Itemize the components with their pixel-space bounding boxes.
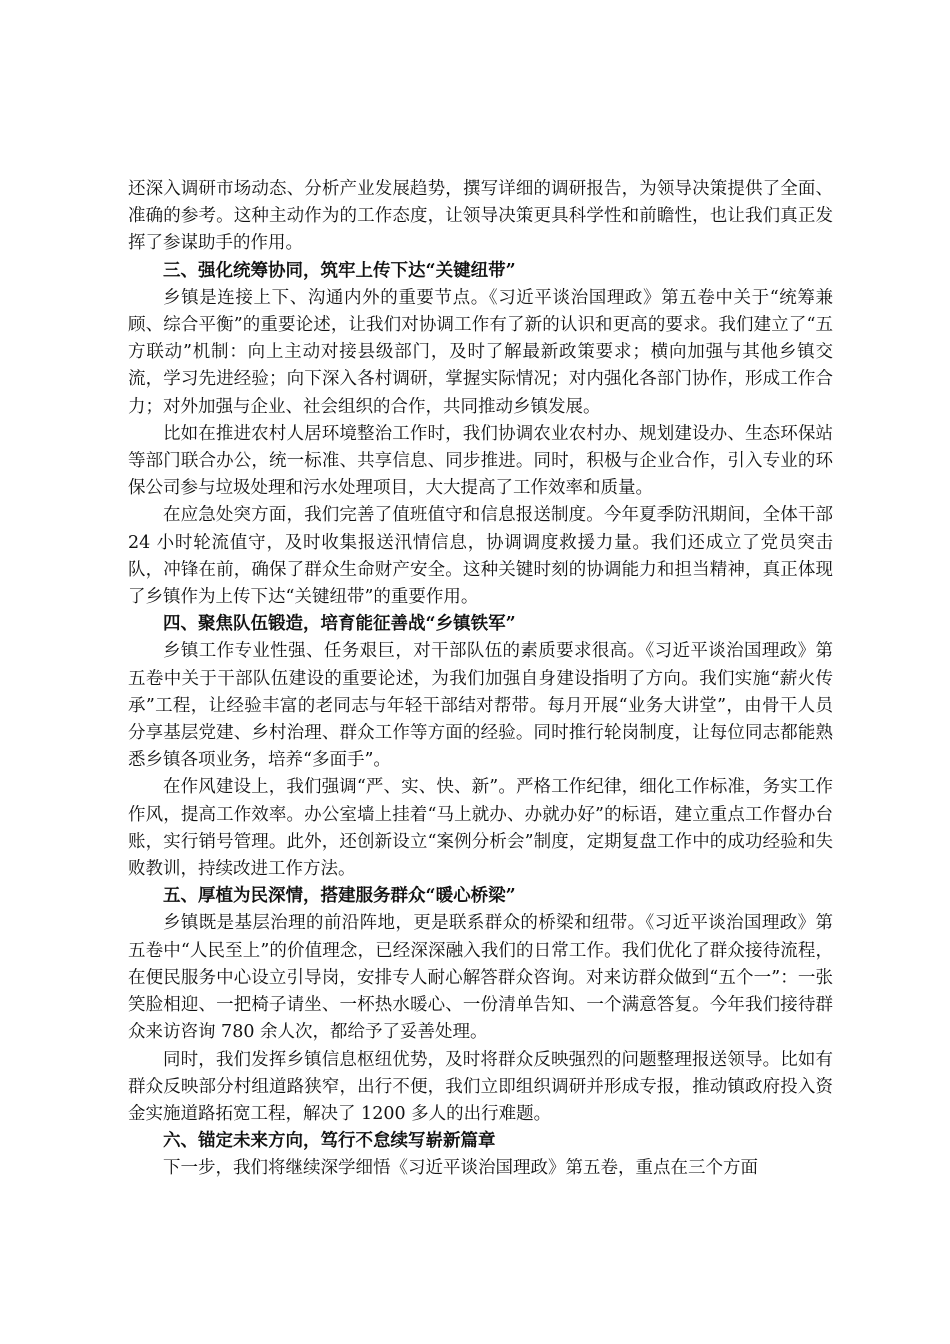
paragraph: 乡镇既是基层治理的前沿阵地，更是联系群众的桥梁和纽带。《习近平谈治国理政》第五卷中“人民至上”的价值理念，已经深深融入我们的日常工作。我们优化了群众接待流程，在便民服务中心设立引导岗，安排专人耐心解答群众咨询。对来访群众做到“五个一”：一张笑脸相迎、一把椅子请坐、一杯热水暖心、一份清单告知、一个满意答复。今年我们接待群众来访咨询 780 余人次，都给予了妥善处理。 <box>128 913 833 1043</box>
paragraph: 比如在推进农村人居环境整治工作时，我们协调农业农村办、规划建设办、生态环保站等部门联合办公，统一标准、共享信息、同步推进。同时，积极与企业合作，引入专业的环保公司参与垃圾处理和污水处理项目，大大提高了工作效率和质量。 <box>128 423 833 499</box>
section-heading: 六、锚定未来方向，笃行不怠续写崭新篇章 <box>163 1131 496 1152</box>
paragraph: 乡镇工作专业性强、任务艰巨，对干部队伍的素质要求很高。《习近平谈治国理政》第五卷中关于干部队伍建设的重要论述，为我们加强自身建设指明了方向。我们实施“薪火传承”工程，让经验丰富的老同志与年轻干部结对帮带。每月开展“业务大讲堂”，由骨干人员分享基层党建、乡村治理、群众工作等方面的经验。同时推行轮岗制度，让每位同志都能熟悉乡镇各项业务，培养“多面手”。 <box>128 641 833 771</box>
paragraph: 下一步，我们将继续深学细悟《习近平谈治国理政》第五卷，重点在三个方面 <box>163 1158 758 1179</box>
paragraph: 乡镇是连接上下、沟通内外的重要节点。《习近平谈治国理政》第五卷中关于“统筹兼顾、综合平衡”的重要论述，让我们对协调工作有了新的认识和更高的要求。我们建立了“五方联动”机制：向上主动对接县级部门，及时了解最新政策要求；横向加强与其他乡镇交流，学习先进经验；向下深入各村调研，掌握实际情况；对内强化各部门协作，形成工作合力；对外加强与企业、社会组织的合作，共同推动乡镇发展。 <box>128 287 833 417</box>
paragraph: 在作风建设上，我们强调“严、实、快、新”。严格工作纪律，细化工作标准，务实工作作风，提高工作效率。办公室墙上挂着“马上就办、办就办好”的标语，建立重点工作督办台账，实行销号管理。此外，还创新设立“案例分析会”制度，定期复盘工作中的成功经验和失败教训，持续改进工作方法。 <box>128 777 833 880</box>
section-heading: 三、强化统筹协同，筑牢上传下达“关键纽带” <box>163 260 516 281</box>
document-body <box>128 176 833 1183</box>
paragraph: 同时，我们发挥乡镇信息枢纽优势，及时将群众反映强烈的问题整理报送领导。比如有群众反映部分村组道路狭窄，出行不便，我们立即组织调研并形成专报，推动镇政府投入资金实施道路拓宽工程，解决了 1200 多人的出行难题。 <box>128 1049 833 1124</box>
paragraph: 在应急处突方面，我们完善了值班值守和信息报送制度。今年夏季防汛期间，全体干部 24 小时轮流值守，及时收集报送汛情信息，协调调度救援力量。我们还成立了党员突击队，冲锋在前，确保了群众生命财产安全。这种关键时刻的协调能力和担当精神，真正体现了乡镇作为上传下达“关键纽带”的重要作用。 <box>128 505 833 608</box>
section-heading: 五、厚植为民深情，搭建服务群众“暖心桥梁” <box>163 886 516 907</box>
paragraph: 还深入调研市场动态、分析产业发展趋势，撰写详细的调研报告，为领导决策提供了全面、准确的参考。这种主动作为的工作态度，让领导决策更具科学性和前瞻性，也让我们真正发挥了参谋助手的作用。 <box>128 179 833 254</box>
section-heading: 四、聚焦队伍锻造，培育能征善战“乡镇铁军” <box>163 614 516 635</box>
